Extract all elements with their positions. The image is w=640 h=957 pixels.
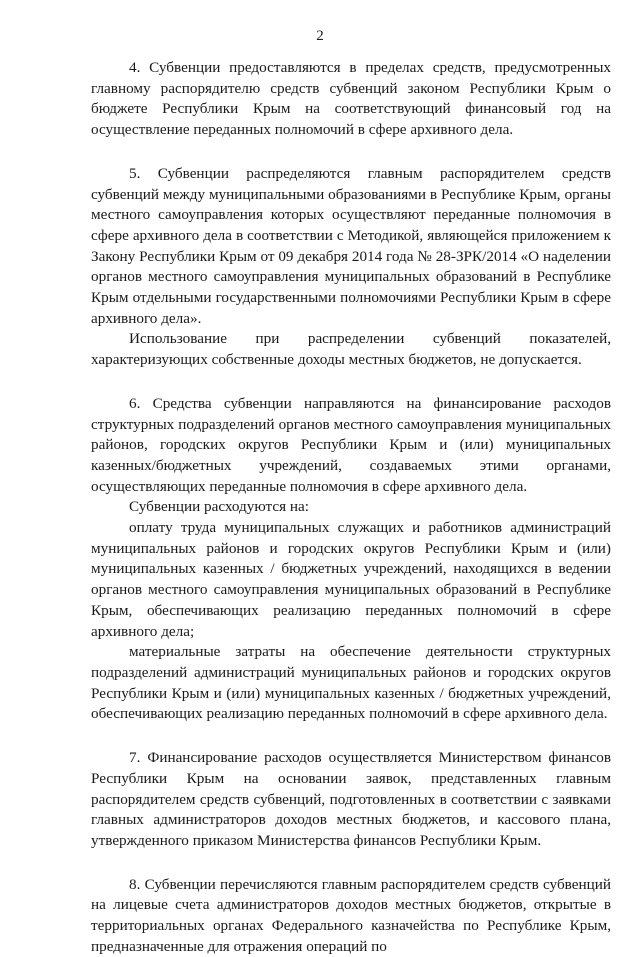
paragraph-5-subsidy-distribution: 5. Субвенции распределяются главным распорядителем средств субвенций между муниципальными образованиями в Республике Крым, органы местного самоуправления которых осуществляют переданные полномочия в сфере архивного дела в соответствии с Методикой, являющейся приложением к Закону Республики Крым от 09 декабря 2014 года № 28-ЗРК/2014 «О наделении органов местного самоуправления муниципальных образований в Республике Крым отдельными государственными полномочиями Республики Крым в сфере архивного дела». [91, 164, 611, 327]
paragraph-6-material-costs: материальные затраты на обеспечение деятельности структурных подразделений администраций муниципальных районов и городских округов Республики Крым и (или) муниципальных казенных / бюджетных учреждений, обеспечивающих реализацию переданных полномочий в сфере архивного дела. [91, 643, 611, 723]
paragraph-6-expenditure-intro: Субвенции расходуются на: [129, 498, 309, 516]
page-number: 2 [316, 28, 324, 44]
paragraph-6-funding-purpose: 6. Средства субвенции направляются на финансирование расходов структурных подразделений органов местного самоуправления муниципальных районов, городских округов Республики Крым и (или) муниципальных казенных/бюджетных учреждений, создаваемых этими органами, осуществляющих переданные полномочия в сфере архивного дела. [91, 394, 611, 495]
paragraph-4-subsidy-limits: 4. Субвенции предоставляются в пределах средств, предусмотренных главному распорядителю средств субвенций законом Республики Крым о бюджете Республики Крым на соответствующий финансовый год на осуществление переданных полномочий в сфере архивного дела. [91, 59, 611, 139]
paragraph-7-financing: 7. Финансирование расходов осуществляется Министерством финансов Республики Крым на основании заявок, представленных главным распорядителем средств субвенций, подготовленных в соответствии с заявками главных администраторов доходов местных бюджетов, и кассового плана, утвержденного приказом Министерства финансов Республики Крым. [91, 749, 611, 849]
paragraph-5-usage-restriction: Использование при распределении субвенций показателей, характеризующих собственные доходы местных бюджетов, не допускается. [91, 330, 611, 369]
document-body [91, 58, 611, 957]
paragraph-6-labor-costs: оплату труда муниципальных служащих и работников администраций муниципальных районов и городских округов Республики Крым и (или) муниципальных казенных / бюджетных учреждений, находящихся в ведении органов местного самоуправления муниципальных образований в Республике Крым, обеспечивающих реализацию переданных полномочий в сфере архивного дела; [91, 519, 611, 640]
paragraph-8-transfers: 8. Субвенции перечисляются главным распорядителем средств субвенций на лицевые счета администраторов доходов местных бюджетов, открытые в территориальных органах Федерального казначейства по Республике Крым, предназначенные для отражения операций по [91, 875, 611, 955]
